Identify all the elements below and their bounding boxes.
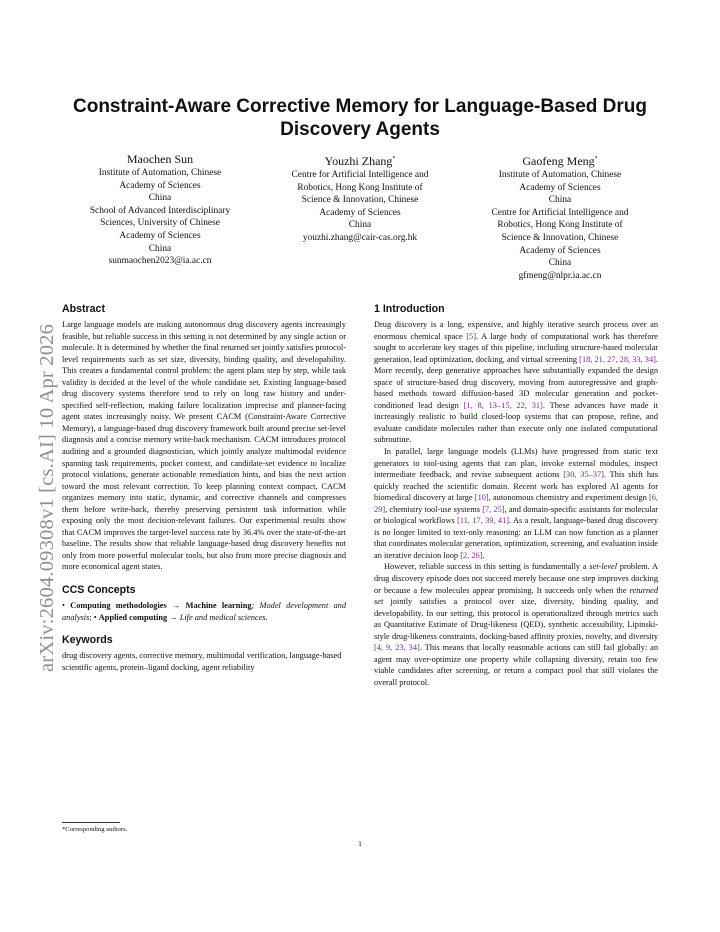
intro-paragraph-3: However, reliable success in this setting is fundamentally a set-level problem. A drug discovery episode does not succeed merely because one step improves docking or because a few molecules appear promising. It succeeds only when the returned set jointly satisfies a protocol over size, diversity, binding quality, and developability. In our setting, this protocol is operationalized through metrics such as Quantitative Estimate of Drug-likeness (QED), synthetic accessibility, Lipinski-style drug-likeness constraints, docking-based affinity proxies, novelty, and diversity [4, 9, 23, 34]. This means that locally reasonable actions can still fail globally: an agent may over-optimize one property while collapsing diversity, retain too few viable candidates after screening, or return a compact pool that still violates the overall protocol. bbox=[374, 562, 659, 687]
right-column bbox=[374, 303, 658, 689]
author-2 bbox=[260, 152, 460, 245]
author-3 bbox=[460, 152, 660, 282]
arxiv-sidebar bbox=[14, 262, 58, 672]
author-name: Gaofeng Meng* bbox=[522, 154, 598, 168]
author-affiliation-line: Centre for Artificial Intelligence and bbox=[491, 207, 629, 218]
author-1 bbox=[60, 152, 260, 268]
introduction-heading: 1 Introduction bbox=[374, 303, 445, 315]
corresponding-mark: * bbox=[594, 156, 598, 162]
paper-title: Constraint-Aware Corrective Memory for Language-Based Drug Discovery Agents bbox=[73, 96, 647, 140]
footnote-rule bbox=[62, 822, 120, 823]
author-email: sunmaochen2023@ia.ac.cn bbox=[108, 256, 212, 267]
author-affiliation-line: China bbox=[148, 193, 172, 204]
author-affiliation-line: Academy of Sciences bbox=[519, 182, 601, 193]
abstract-heading: Abstract bbox=[62, 303, 105, 315]
arxiv-identifier: arXiv:2604.09308v1 [cs.AI] 10 Apr 2026 bbox=[36, 323, 58, 672]
author-email: youzhi.zhang@cair-cas.org.hk bbox=[302, 232, 418, 243]
author-affiliation-line: China bbox=[548, 258, 572, 269]
intro-paragraph-1: Drug discovery is a long, expensive, and highly iterative search process over an enormous chemical space [5]. A large body of computational work has therefore sought to accelerate key stages of this pipeline, including structure-based molecular generation, lead optimization, docking, and virtual screening [18, 21, 27, 28, 33, 34]. More recently, deep generative approaches have substantially expanded the design space of structure-based drug discovery, moving from autoregressive and graph-based methods toward diffusion-based 3D molecular generation and pocket-conditioned lead design [1, 8, 13–15, 22, 31]. These advances have made it increasingly realistic to build closed-loop systems that can propose, refine, and evaluate candidate molecules rather than execute only one isolated computational subroutine. bbox=[374, 320, 658, 445]
author-affiliation-line: Robotics, Hong Kong Institute of bbox=[297, 182, 423, 193]
abstract-text: Large language models are making autonomous drug discovery agents increasingly feasible, but reliable success in this setting is not determined by any single action or molecule. It is determined by whether the final returned set jointly satisfies protocol-level requirements such as set size, diversity, binding quality, and developability. This creates a fundamental control problem: the agent plans step by step, while task validity is decided at the level of the whole candidate set. Existing language-based drug discovery systems therefore tend to rely on long raw history and under-specified self-reflection, making failure localization imprecise and planner-facing agent states increasingly noisy. We present CACM (Constraint-Aware Corrective Memory), a language-based drug discovery framework built around precise set-level diagnosis and a concise memory write-back mechanism. CACM introduces protocol auditing and a grounded diagnostician, which jointly analyze multimodal evidence spanning task requirements, pocket context, and candidate-set evidence to localize protocol violations, generate actionable remediation hints, and bias the next action toward the most relevant correction. To keep planning context compact, CACM organizes memory into static, dynamic, and corrective channels and compresses them before write-back, thereby preserving persistent task information while exposing only the most decision-relevant failures. Our experimental results show that CACM improves the target-level success rate by 36.4% over the state-of-the-art baseline. The results show that reliable language-based drug discovery benefits not only from more powerful molecular tools, but also from more precise diagnosis and more economical agent states. bbox=[62, 320, 346, 572]
author-affiliation-line: Science & Innovation, Chinese bbox=[301, 195, 419, 206]
citation-link[interactable]: [1, 8, 13–15, 22, 31] bbox=[463, 400, 543, 410]
citation-link[interactable]: [4, 9, 23, 34] bbox=[374, 643, 420, 653]
citation-link[interactable]: [7, 25] bbox=[482, 504, 505, 514]
author-name: Youzhi Zhang* bbox=[324, 154, 396, 168]
author-email: gfmeng@nlpr.ia.ac.cn bbox=[518, 270, 602, 281]
citation-link[interactable]: [11, 17, 39, 41] bbox=[457, 516, 510, 526]
left-column bbox=[62, 303, 346, 673]
author-affiliation-line: Academy of Sciences bbox=[119, 230, 201, 241]
author-affiliation-line: China bbox=[148, 243, 172, 254]
citation-link[interactable]: [18, 21, 27, 28, 33, 34] bbox=[579, 354, 656, 364]
citation-link[interactable]: [30, 35–37] bbox=[563, 470, 604, 480]
author-affiliation-line: Robotics, Hong Kong Institute of bbox=[497, 220, 623, 231]
author-name: Maochen Sun bbox=[126, 152, 194, 166]
author-affiliation-line: Centre for Artificial Intelligence and bbox=[291, 170, 429, 180]
citation-link[interactable]: [2, 26] bbox=[460, 550, 483, 560]
keywords-text: drug discovery agents, corrective memory, multimodal verification, language-based scientific agents, protein–ligand docking, agent reliability bbox=[62, 651, 342, 672]
page-number: 1 bbox=[358, 839, 362, 848]
citation-link[interactable]: [5] bbox=[466, 331, 476, 341]
citation-link[interactable]: [10] bbox=[474, 493, 489, 503]
intro-paragraph-2: In parallel, large language models (LLMs) have progressed from static text generators to tool-using agents that can plan, invoke external modules, inspect intermediate feedback, and revise subsequent actions [30, 35–37]. This shift has quickly reached the scientific domain. Recent work has explored AI agents for biomedical discovery at large [10], autonomous chemistry and experiment design [6, 29], chemistry tool-use systems [7, 25], and domain-specific assistants for molecular or biological workflows [11, 17, 39, 41]. As a result, language-based drug discovery is no longer limited to text-only reasoning: an LLM can now function as a planner that coordinates molecular generation, optimization, screening, and evaluation inside an iterative decision loop [2, 26]. bbox=[374, 447, 659, 560]
footnote: *Corresponding authors. bbox=[62, 826, 128, 833]
author-affiliation-line: School of Advanced Interdisciplinary bbox=[89, 205, 231, 216]
author-affiliation-line: Academy of Sciences bbox=[519, 245, 601, 256]
keywords-heading: Keywords bbox=[62, 634, 113, 647]
author-affiliation-line: Academy of Sciences bbox=[319, 207, 401, 218]
citation-link[interactable]: [6, 29] bbox=[374, 493, 658, 514]
author-affiliation-line: Sciences, University of Chinese bbox=[100, 218, 220, 229]
author-affiliation-line: Institute of Automation, Chinese bbox=[98, 168, 222, 178]
ccs-concepts: • Computing methodologies → Machine learning; Model development and analysis; • Applied computing → Life and medical sciences. bbox=[62, 601, 347, 622]
author-affiliation-line: Institute of Automation, Chinese bbox=[498, 170, 622, 180]
ccs-heading: CCS Concepts bbox=[62, 584, 136, 597]
author-affiliation-line: Science & Innovation, Chinese bbox=[501, 232, 619, 243]
author-affiliation-line: Academy of Sciences bbox=[119, 180, 201, 191]
author-affiliation-line: China bbox=[348, 220, 372, 231]
corresponding-mark: * bbox=[392, 156, 396, 162]
author-affiliation-line: China bbox=[548, 195, 572, 206]
